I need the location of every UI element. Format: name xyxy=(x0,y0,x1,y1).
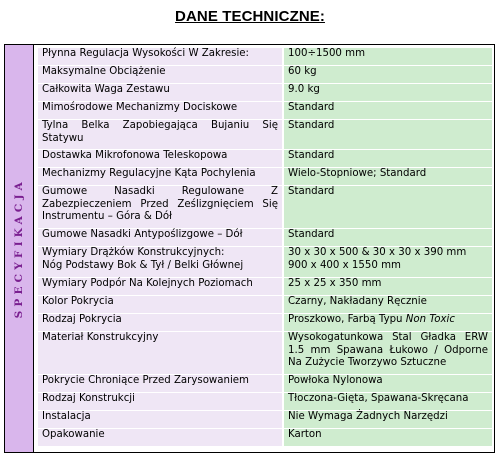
row-value: Nie Wymaga Żadnych Narzędzi xyxy=(284,411,492,428)
row-label xyxy=(38,247,284,277)
table-row xyxy=(38,247,492,277)
table-row xyxy=(38,168,492,185)
row-label-line: Nóg Podstawy Bok & Tył / Belki Głównej xyxy=(42,259,244,271)
row-label: Instalacja xyxy=(38,411,284,428)
row-label: Kolor Pokrycia xyxy=(38,296,284,313)
row-label-line: Wymiary Drążków Konstrukcyjnych: xyxy=(42,247,225,258)
row-label: Gumowe Nasadki Antypoślizgowe – Dół xyxy=(38,229,284,246)
row-value: Standard xyxy=(284,150,492,167)
table-row xyxy=(38,411,492,428)
row-value: 100÷1500 mm xyxy=(284,48,492,65)
table-row xyxy=(38,102,492,119)
row-value: Standard xyxy=(284,120,492,149)
table-row xyxy=(38,429,492,446)
row-label: Całkowita Waga Zestawu xyxy=(38,84,284,101)
row-label: Mechanizmy Regulacyjne Kąta Pochylenia xyxy=(38,168,284,185)
table-row xyxy=(38,278,492,295)
table-row xyxy=(38,66,492,83)
spec-table-frame xyxy=(4,44,495,453)
row-label: Gumowe Nasadki Regulowane Z Zabezpieczeniem Przed Ześlizgnięciem Się Instrumentu – Góra & Dół xyxy=(38,186,284,228)
table-row xyxy=(38,332,492,374)
row-value: 60 kg xyxy=(284,66,492,83)
row-value-line: 30 x 30 x 500 & 30 x 30 x 390 mm xyxy=(288,247,467,258)
table-row xyxy=(38,186,492,228)
row-value-line: 900 x 400 x 1550 mm xyxy=(288,259,401,271)
table-row xyxy=(38,120,492,149)
table-row xyxy=(38,296,492,313)
spec-table xyxy=(38,47,492,447)
row-value: Wysokogatunkowa Stal Gładka ERW 1.5 mm Spawana Łukowo / Odporne Na Zużycie Tworzywo Sztuczne xyxy=(284,332,492,374)
table-row xyxy=(38,48,492,65)
table-row xyxy=(38,150,492,167)
row-label: Maksymalne Obciążenie xyxy=(38,66,284,83)
row-label: Wymiary Podpór Na Kolejnych Poziomach xyxy=(38,278,284,295)
row-label: Rodzaj Pokrycia xyxy=(38,314,284,331)
row-label: Rodzaj Konstrukcji xyxy=(38,393,284,410)
side-label: SPECYFIKACJA xyxy=(13,178,25,319)
row-label: Materiał Konstrukcyjny xyxy=(38,332,284,374)
row-value: Karton xyxy=(284,429,492,446)
row-value: Powłoka Nylonowa xyxy=(284,375,492,392)
row-label: Tylna Belka Zapobiegająca Bujaniu Się Statywu xyxy=(38,120,284,149)
table-row xyxy=(38,375,492,392)
row-value xyxy=(284,314,492,331)
table-row xyxy=(38,393,492,410)
page-title: DANE TECHNICZNE: xyxy=(175,8,325,25)
table-row xyxy=(38,84,492,101)
row-value: Tłoczona-Gięta, Spawana-Skręcana xyxy=(284,393,492,410)
row-value: Czarny, Nakładany Ręcznie xyxy=(284,296,492,313)
row-label: Pokrycie Chroniące Przed Zarysowaniem xyxy=(38,375,284,392)
row-value: Wielo-Stopniowe; Standard xyxy=(284,168,492,185)
row-value: 25 x 25 x 350 mm xyxy=(284,278,492,295)
table-row xyxy=(38,314,492,331)
row-value: 9.0 kg xyxy=(284,84,492,101)
row-label: Mimośrodowe Mechanizmy Dociskowe xyxy=(38,102,284,119)
row-value: Standard xyxy=(284,102,492,119)
row-label: Opakowanie xyxy=(38,429,284,446)
row-label: Płynna Regulacja Wysokości W Zakresie: xyxy=(38,48,284,65)
row-label: Dostawka Mikrofonowa Teleskopowa xyxy=(38,150,284,167)
row-value-italic: Non Toxic xyxy=(405,314,455,325)
row-value xyxy=(284,247,492,277)
table-row xyxy=(38,229,492,246)
row-value-text: Proszkowo, Farbą Typu xyxy=(288,314,403,325)
side-label-bar xyxy=(5,45,34,452)
row-value: Standard xyxy=(284,229,492,246)
row-value: Standard xyxy=(284,186,492,228)
